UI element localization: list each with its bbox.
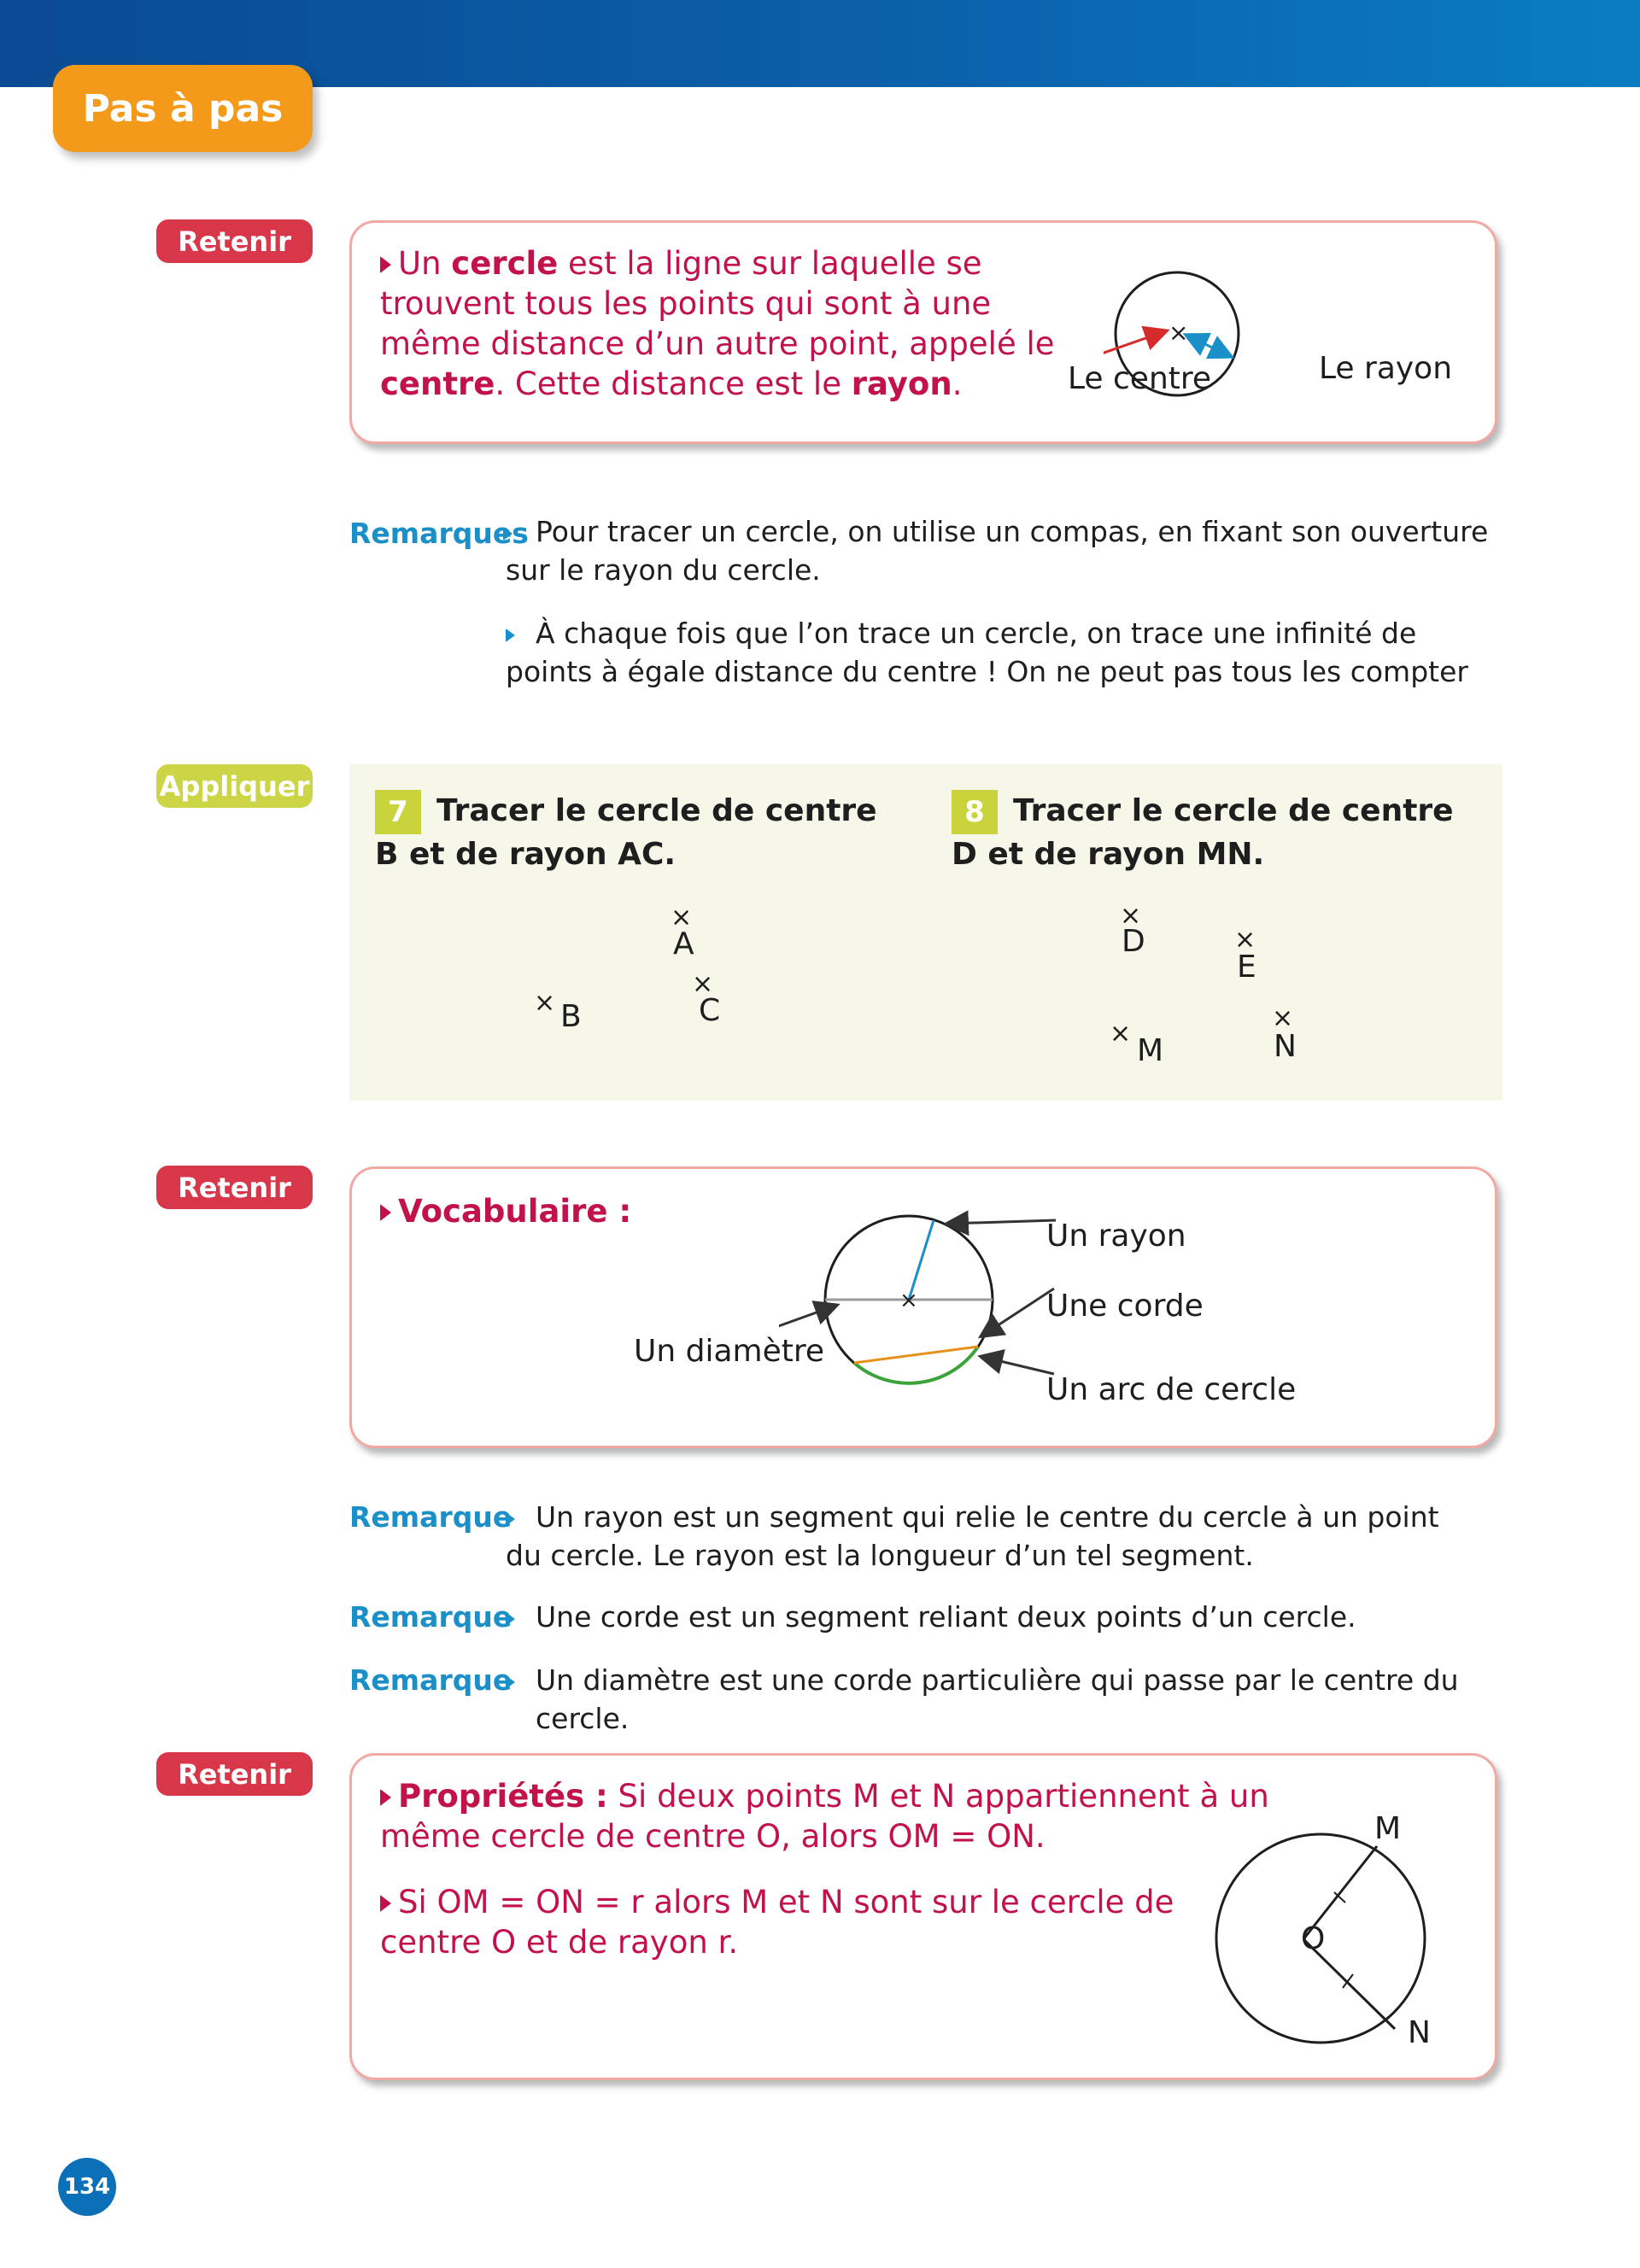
point-m-cross: × xyxy=(1110,1019,1132,1049)
remarques-title: Remarques xyxy=(349,517,529,550)
exercise-title: Tracer le cercle de centre B et de rayon AC. xyxy=(375,793,877,872)
exercise-number: 7 xyxy=(375,790,421,834)
label-un-rayon: Un rayon xyxy=(1046,1219,1186,1254)
appliquer-label: Appliquer xyxy=(156,764,313,808)
label-un-arc-de-cercle: Un arc de cercle xyxy=(1046,1372,1297,1407)
point-c-label: C xyxy=(699,993,721,1028)
section-tab: Pas à pas xyxy=(53,65,313,152)
retenir-label: Retenir xyxy=(156,219,313,263)
point-b-label: B xyxy=(560,999,582,1034)
point-a-label: A xyxy=(673,926,694,962)
bullet-icon xyxy=(380,1895,391,1912)
label-le-rayon: Le rayon xyxy=(1319,351,1453,386)
bullet-icon xyxy=(506,1612,515,1626)
label-une-corde: Une corde xyxy=(1046,1289,1204,1324)
retenir-box-definition xyxy=(349,220,1497,444)
label-o: O xyxy=(1301,1921,1326,1956)
point-e-cross: × xyxy=(1234,925,1256,955)
point-d-label: D xyxy=(1122,924,1145,959)
bullet-icon xyxy=(380,256,391,273)
exercise-7 xyxy=(375,790,905,874)
retenir-label: Retenir xyxy=(156,1752,313,1796)
page-number: 134 xyxy=(58,2158,116,2216)
retenir-box-proprietes xyxy=(349,1753,1497,2080)
label-un-diametre: Un diamètre xyxy=(634,1334,825,1369)
bullet-icon xyxy=(380,1204,391,1221)
exercise-number: 8 xyxy=(952,790,998,834)
label-le-centre: Le centre xyxy=(1068,361,1212,396)
remarque-item-2: À chaque fois que l’on trace un cercle, on trace une infinité de points à égale distance du centre ! On ne peut pas tous les compter xyxy=(506,617,1468,688)
remarque-corde: Une corde est un segment reliant deux points d’un cercle. xyxy=(536,1600,1356,1634)
svg-text:×: × xyxy=(899,1288,918,1313)
point-n-label: N xyxy=(1274,1029,1297,1064)
remarque-item-1: Pour tracer un cercle, on utilise un compas, en fixant son ouverture sur le rayon du cercle. xyxy=(506,515,1489,587)
exercise-title: Tracer le cercle de centre D et de rayon MN. xyxy=(952,793,1454,872)
svg-text:×: × xyxy=(1168,319,1189,347)
remarque-title: Remarque xyxy=(349,1500,512,1534)
retenir-label: Retenir xyxy=(156,1166,313,1209)
bullet-icon xyxy=(380,1789,391,1806)
vocabulaire-title: Vocabulaire : xyxy=(380,1193,631,1230)
remarque-title: Remarque xyxy=(349,1600,512,1634)
point-d-cross: × xyxy=(1120,901,1142,931)
point-n-cross: × xyxy=(1272,1003,1294,1033)
point-b-cross: × xyxy=(534,988,556,1018)
remarque-rayon: Un rayon est un segment qui relie le centre du cercle à un point du cercle. Le rayon est la longueur d’un tel segment. xyxy=(506,1500,1439,1572)
retenir-box-vocabulaire xyxy=(349,1166,1497,1448)
propriete-1: Propriétés : Si deux points M et N appartiennent à un même cercle de centre O, alors OM = ON. xyxy=(380,1778,1269,1855)
label-m: M xyxy=(1374,1811,1402,1846)
propriete-2: Si OM = ON = r alors M et N sont sur le cercle de centre O et de rayon r. xyxy=(380,1884,1174,1961)
remarque-diametre: Un diamètre est une corde particulière qui passe par le centre du cercle. xyxy=(536,1663,1459,1735)
bullet-icon xyxy=(506,1675,515,1689)
apply-exercises-area xyxy=(349,764,1502,1101)
point-m-label: M xyxy=(1137,1033,1164,1068)
point-e-label: E xyxy=(1237,950,1256,985)
remarque-title: Remarque xyxy=(349,1663,512,1697)
point-a-cross: × xyxy=(671,903,693,932)
exercise-8 xyxy=(952,790,1481,874)
label-n: N xyxy=(1408,2015,1431,2050)
point-c-cross: × xyxy=(692,969,714,999)
definition-text: Un cercle est la ligne sur laquelle se trouvent tous les points qui sont à une même distance d’un autre point, appelé le centre. Cette distance est le rayon. xyxy=(380,245,1055,402)
